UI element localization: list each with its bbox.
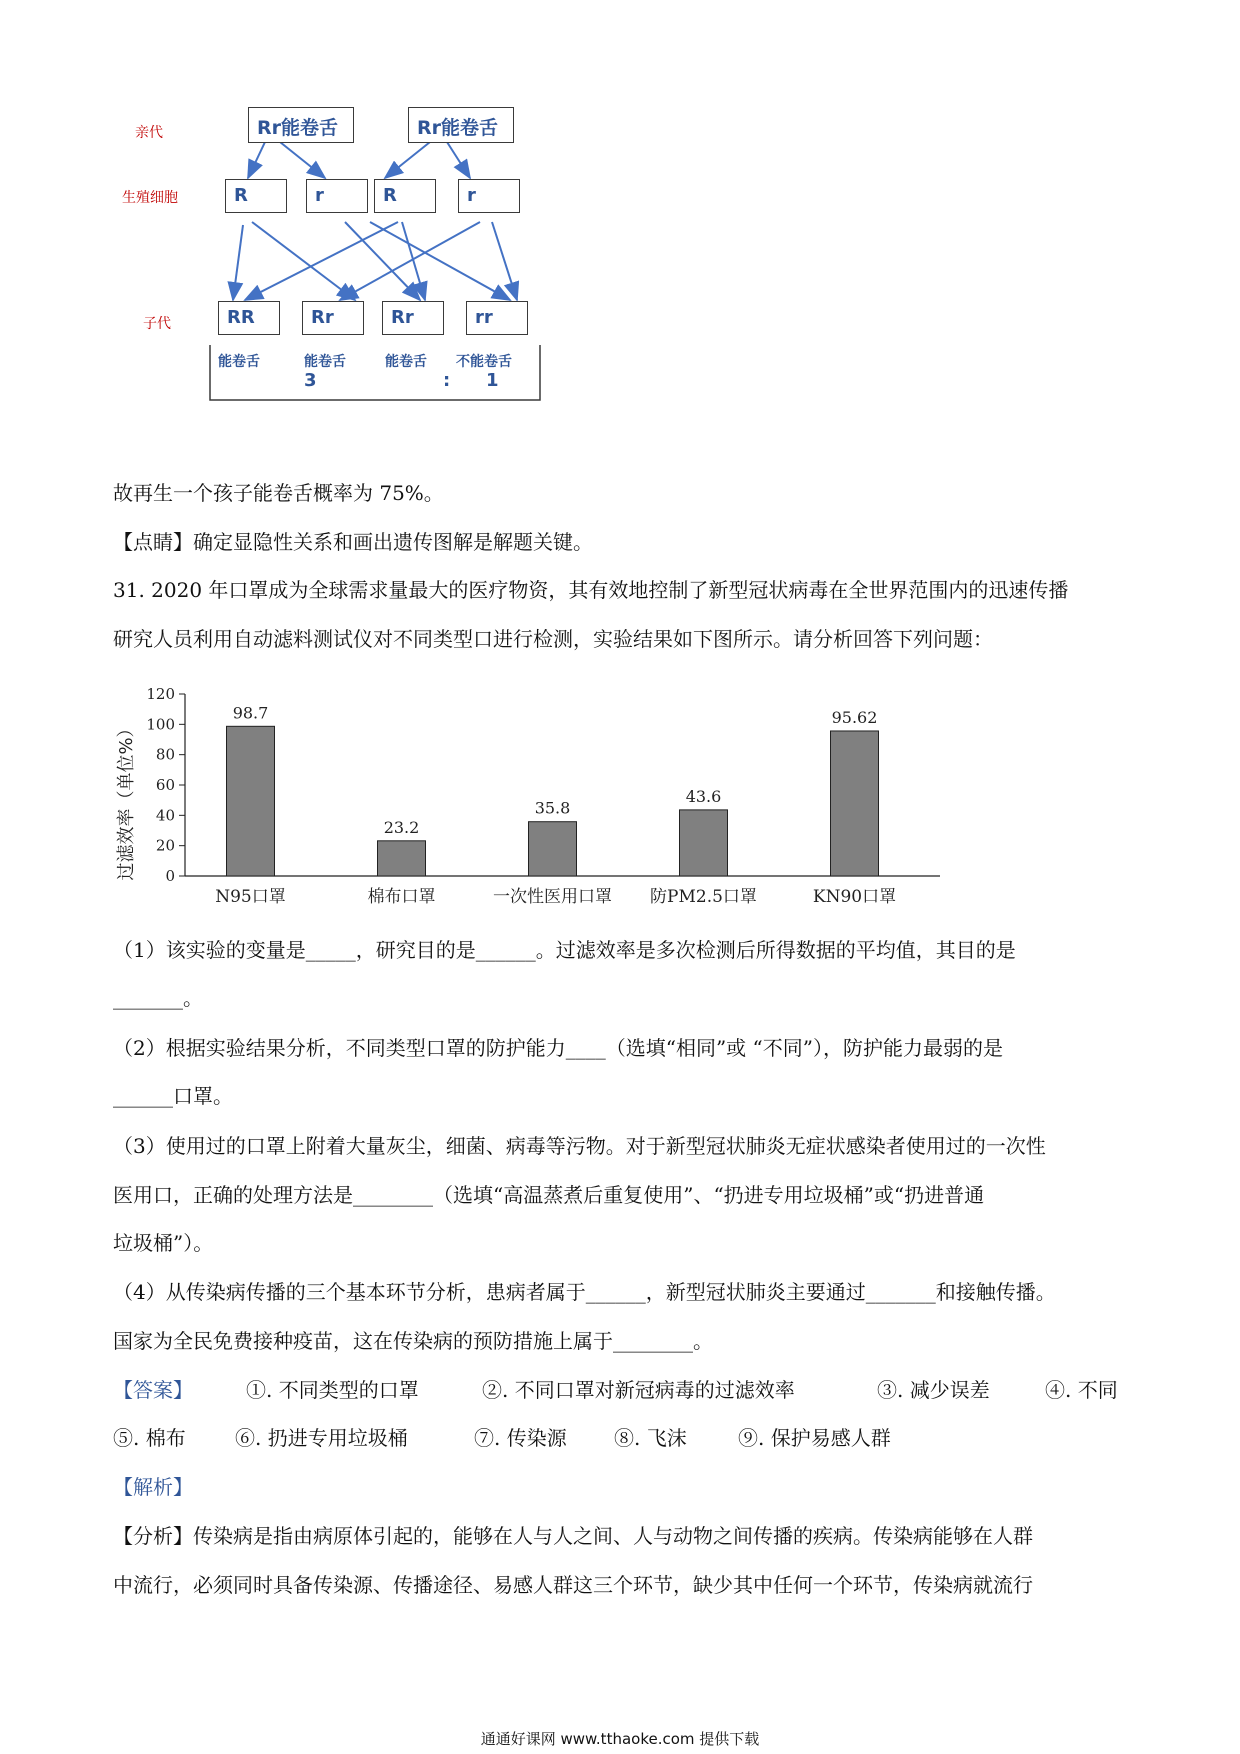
ratio-left: 3 — [304, 370, 317, 391]
x-category-label: 棉布口罩 — [367, 887, 436, 907]
offspring-genotype: Rr — [311, 307, 334, 328]
answer-item: ②. 不同口罩对新冠病毒的过滤效率 — [482, 1378, 795, 1402]
arrow — [492, 222, 517, 300]
y-tick-label: 0 — [165, 867, 175, 885]
gamete-allele: R — [234, 185, 248, 206]
arrow — [248, 142, 265, 178]
bar — [529, 822, 577, 876]
conclusion-text: 故再生一个孩子能卷舌概率为 75%。 — [113, 481, 444, 505]
answer-item: ⑤. 棉布 — [113, 1426, 186, 1450]
gamete-allele: r — [467, 185, 476, 206]
offspring-box — [218, 301, 280, 335]
arrow — [385, 142, 430, 178]
gamete-allele: R — [383, 185, 397, 206]
answer-item: ⑥. 扔进专用垃圾桶 — [235, 1426, 408, 1450]
phenotype-label: 能卷舌 — [304, 354, 346, 370]
tip-body: 确定显隐性关系和画出遗传图解是解题关键。 — [193, 530, 593, 554]
y-tick-label: 100 — [146, 715, 175, 734]
x-category-label: KN90口罩 — [812, 887, 897, 907]
question-1-line-2: _______。 — [113, 986, 203, 1010]
gamete-box — [306, 179, 368, 213]
phenotype-label: 不能卷舌 — [456, 354, 512, 370]
arrow — [233, 225, 243, 300]
question-31-line-1: 31. 2020 年口罩成为全球需求量最大的医疗物资，其有效地控制了新型冠状病毒在全世界范围内的迅速传播 — [113, 578, 1069, 602]
analysis-sub-tag: 【分析】 — [113, 1524, 193, 1548]
question-31-line-2: 研究人员利用自动滤料测试仪对不同类型口进行检测，实验结果如下图所示。请分析回答下列问题： — [113, 627, 993, 651]
bar-value-label: 35.8 — [534, 798, 571, 818]
gamete-box — [458, 179, 520, 213]
y-tick-label: 40 — [155, 806, 175, 825]
offspring-box — [302, 301, 364, 335]
analysis-line-1 — [113, 1521, 1133, 1551]
ratio-separator: : — [443, 370, 451, 391]
gamete-box — [225, 179, 287, 213]
arrow — [447, 142, 470, 178]
row-label-offspring: 子代 — [143, 316, 171, 332]
answer-item: ①. 不同类型的口罩 — [246, 1378, 419, 1402]
chart-ylabel: 过滤效率（单位%） — [116, 719, 137, 881]
row-label-gamete: 生殖细胞 — [122, 190, 178, 206]
question-3-line-1: （3）使用过的口罩上附着大量灰尘，细菌、病毒等污物。对于新型冠状肺炎无症状感染者使用过的一次性 — [113, 1134, 1046, 1158]
arrow — [402, 222, 425, 300]
y-tick-label: 60 — [155, 776, 175, 794]
filtration-efficiency-chart — [110, 680, 950, 910]
answer-tag: 【答案】 — [113, 1378, 193, 1402]
question-2-line-2: ______口罩。 — [113, 1084, 233, 1108]
page-footer: 通通好课网 www.tthaoke.com 提供下载 — [480, 1730, 760, 1748]
y-tick-label: 80 — [155, 745, 175, 764]
tip-line — [113, 527, 1133, 557]
parent-genotype: Rr能卷舌 — [257, 117, 339, 139]
answer-item: ⑦. 传染源 — [474, 1426, 567, 1450]
arrow — [370, 222, 510, 300]
answer-item: ⑧. 飞沫 — [614, 1426, 687, 1450]
question-3-line-2: 医用口，正确的处理方法是________（选填“高温蒸煮后重复使用”、“扔进专用垃圾桶”或“扔进普通 — [113, 1183, 985, 1207]
bar-value-label: 98.7 — [232, 703, 269, 723]
offspring-box — [466, 301, 528, 335]
x-category-label: 一次性医用口罩 — [493, 887, 612, 907]
answer-item: ⑨. 保护易感人群 — [738, 1426, 891, 1450]
arrow — [280, 142, 325, 178]
bar — [227, 726, 275, 876]
row-label-parent: 亲代 — [135, 125, 163, 141]
bar-value-label: 23.2 — [383, 817, 420, 837]
question-2-line-1: （2）根据实验结果分析，不同类型口罩的防护能力____（选填“相同”或 “不同”），防护能力最弱的是 — [113, 1036, 1003, 1060]
answer-item: ③. 减少误差 — [877, 1378, 990, 1402]
parent-box-1 — [248, 107, 354, 143]
offspring-genotype: RR — [227, 307, 255, 328]
question-3-line-3: 垃圾桶”）。 — [113, 1231, 214, 1255]
phenotype-label: 能卷舌 — [385, 354, 427, 370]
offspring-genotype: rr — [475, 307, 493, 328]
offspring-genotype: Rr — [391, 307, 414, 328]
parent-genotype: Rr能卷舌 — [417, 117, 499, 139]
analysis-tag: 【解析】 — [113, 1475, 193, 1499]
question-4-line-2: 国家为全民免费接种疫苗，这在传染病的预防措施上属于________。 — [113, 1329, 713, 1353]
y-tick-label: 120 — [146, 685, 175, 703]
analysis-line-2: 中流行，必须同时具备传染源、传播途径、易感人群这三个环节，缺少其中任何一个环节，传染病就流行 — [113, 1573, 1033, 1597]
tip-tag: 【点睛】 — [113, 530, 193, 554]
question-1-line-1: （1）该实验的变量是_____，研究目的是______。过滤效率是多次检测后所得数据的平均值，其目的是 — [113, 938, 1016, 962]
bar — [378, 841, 426, 876]
y-tick-label: 20 — [155, 836, 175, 855]
offspring-box — [382, 301, 444, 335]
analysis-body: 传染病是指由病原体引起的，能够在人与人之间、人与动物之间传播的疾病。传染病能够在人群 — [193, 1524, 1033, 1548]
bar — [831, 731, 879, 876]
gamete-box — [374, 179, 436, 213]
question-4-line-1: （4）从传染病传播的三个基本环节分析，患病者属于______，新型冠状肺炎主要通过_______和接触传播。 — [113, 1280, 1056, 1304]
phenotype-label: 能卷舌 — [218, 354, 260, 370]
parent-box-2 — [408, 107, 514, 143]
x-category-label: 防PM2.5口罩 — [650, 887, 757, 907]
answer-item: ④. 不同 — [1045, 1378, 1118, 1402]
gamete-allele: r — [315, 185, 324, 206]
ratio-right: 1 — [486, 370, 499, 391]
x-category-label: N95口罩 — [215, 887, 286, 907]
bar-value-label: 43.6 — [685, 786, 722, 806]
bar — [680, 810, 728, 876]
bar-value-label: 95.62 — [831, 707, 878, 727]
